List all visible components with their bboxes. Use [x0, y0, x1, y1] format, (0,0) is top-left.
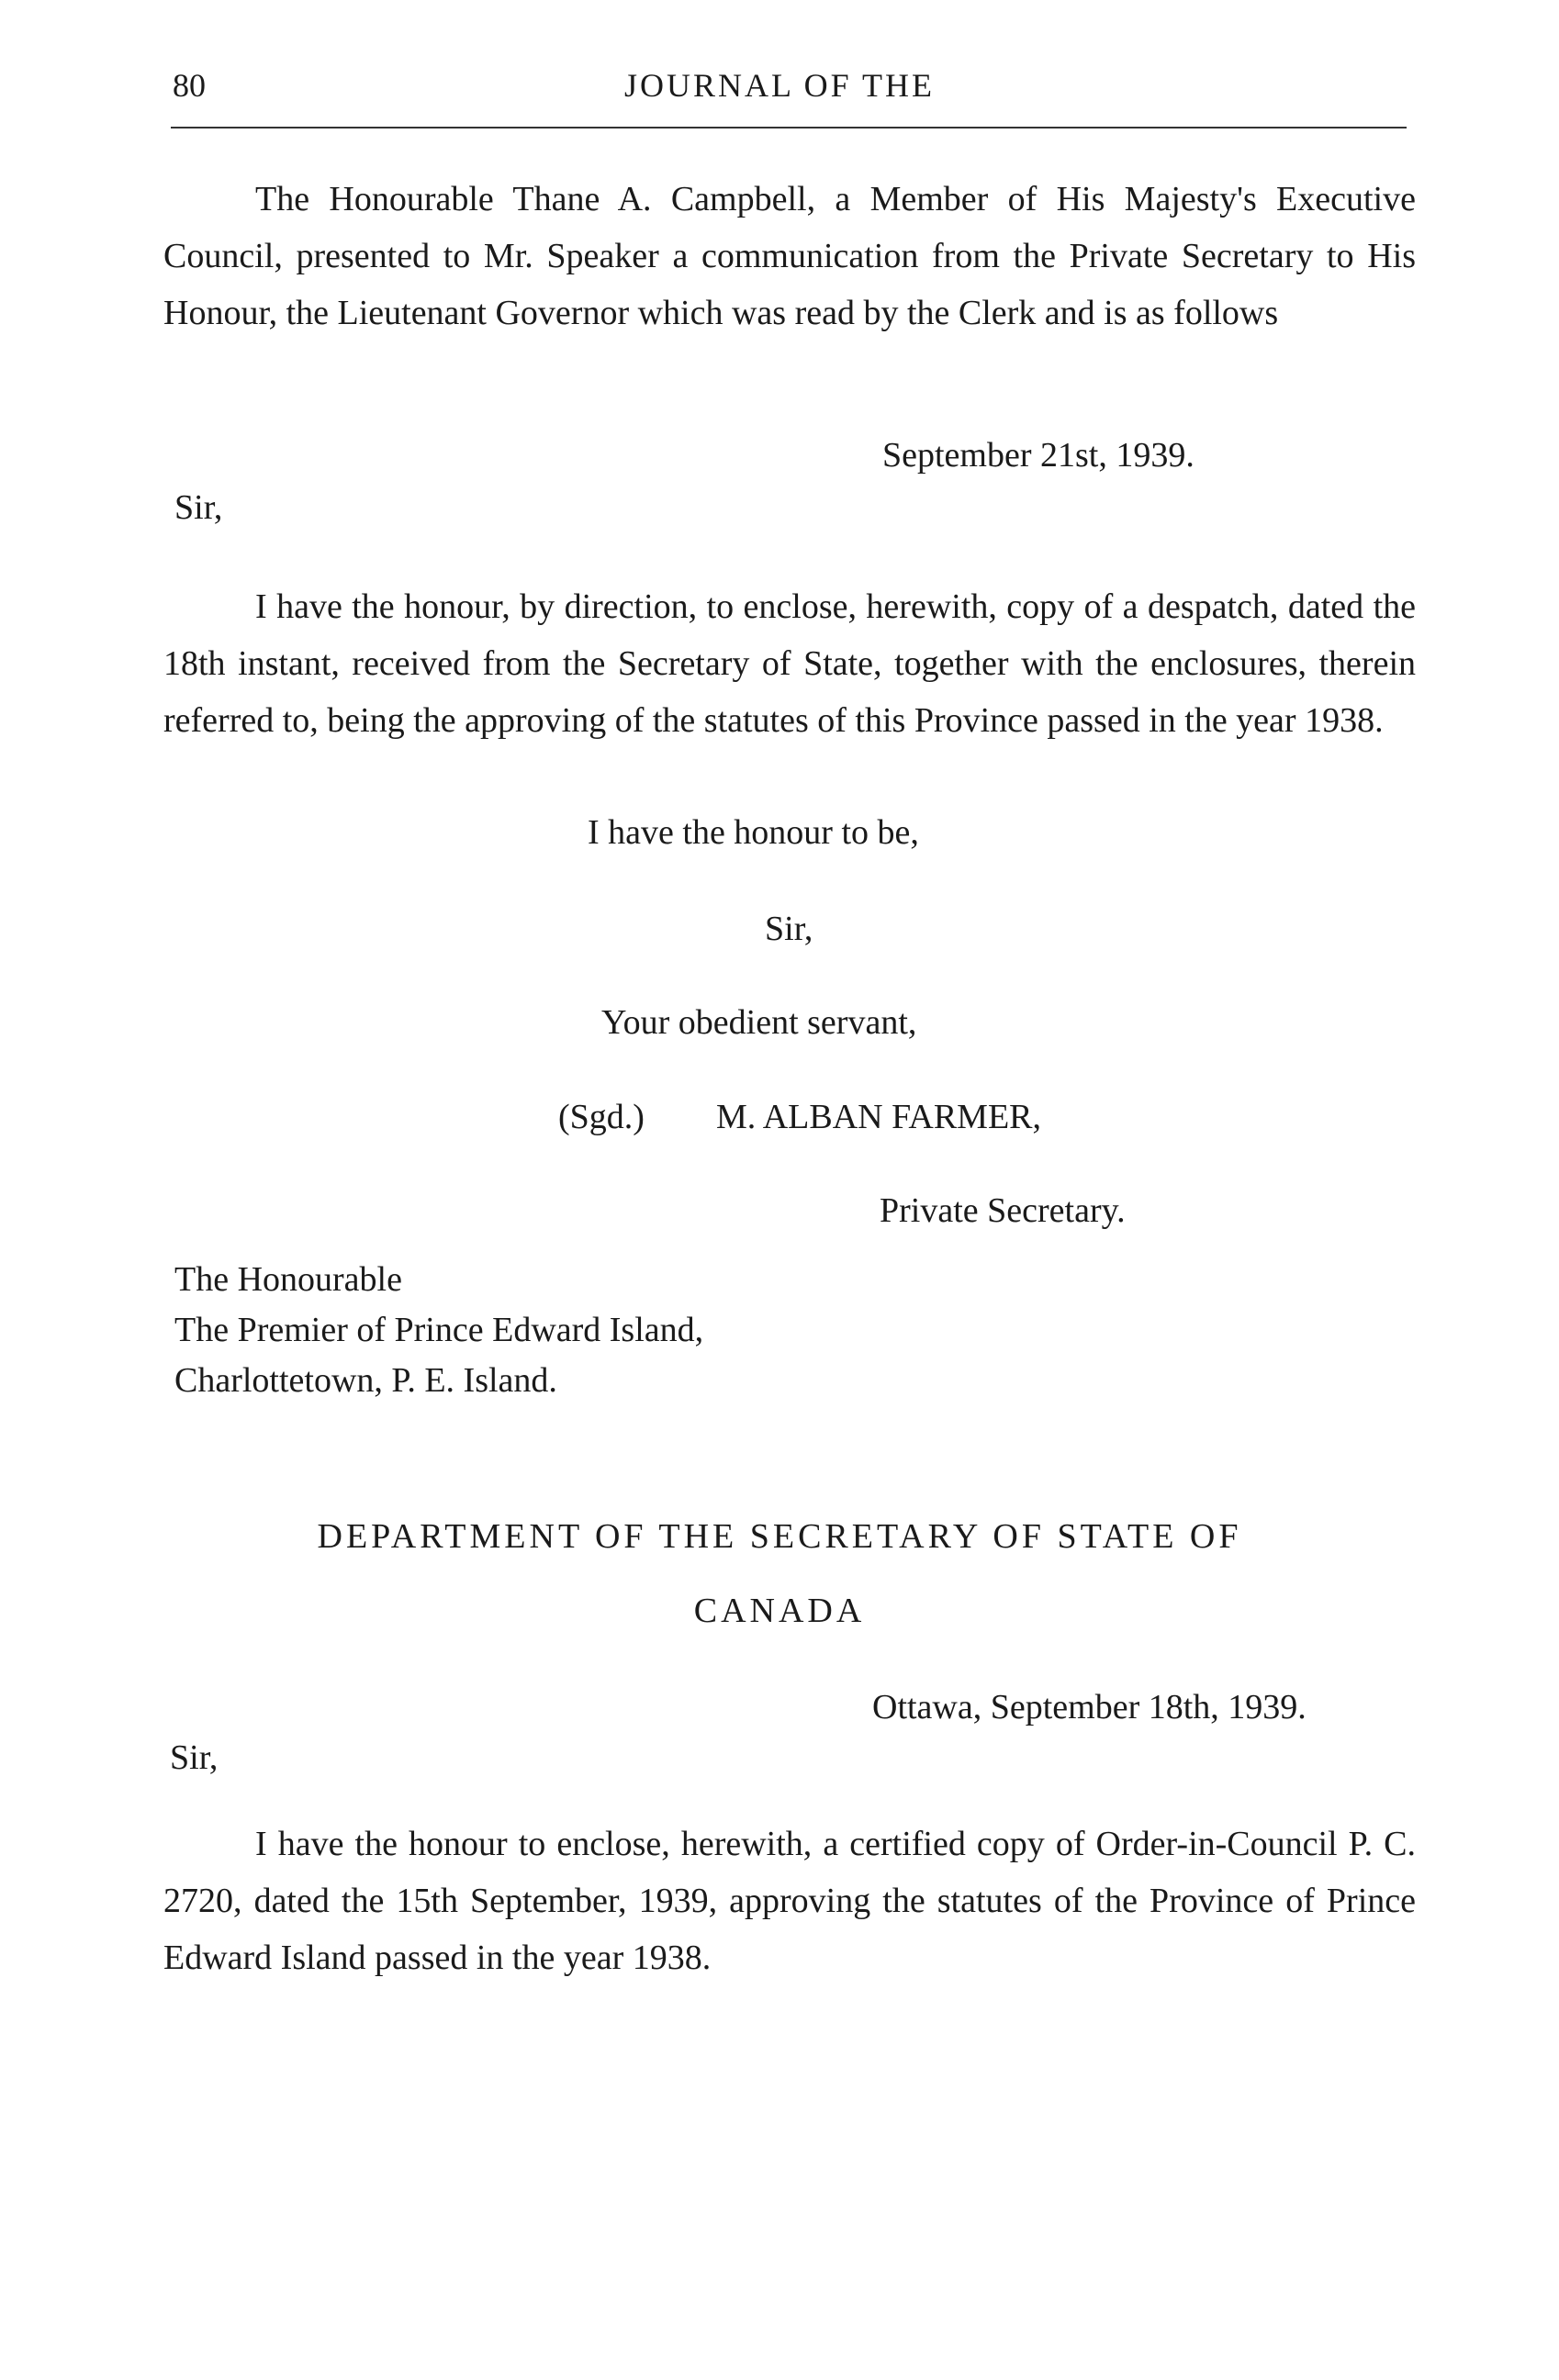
letter1-date: September 21st, 1939. — [882, 436, 1194, 475]
letter1-signed-name: M. ALBAN FARMER, — [716, 1098, 1042, 1136]
page-number: 80 — [173, 67, 206, 104]
department-heading-line2: CANADA — [693, 1592, 866, 1630]
letter1-body: I have the honour, by direction, to enclose, herewith, copy of a despatch, dated the 18th instant, received from the Secretary of State, together with the enclosures, therein referred to, being the approving of the statutes of this Province passed in the year 1938. — [163, 587, 1416, 740]
letter1-signed-prefix: (Sgd.) — [558, 1098, 645, 1136]
letter1-closing-sir: Sir, — [765, 910, 813, 948]
address-line: Charlottetown, P. E. Island. — [174, 1361, 557, 1400]
letter2-date: Ottawa, September 18th, 1939. — [872, 1688, 1307, 1726]
header-rule — [171, 127, 1407, 128]
letter2-body: I have the honour to enclose, herewith, a certified copy of Order-in-Council P. C. 2720, dated the 15th September, 1939, approving the statutes of the Province of Prince Edward Island passed in the year 1938. — [163, 1825, 1416, 1977]
intro-paragraph: The Honourable Thane A. Campbell, a Member of His Majesty's Executive Council, presented to Mr. Speaker a communication from the Private Secretary to His Honour, the Lieutenant Governor which was read by the Clerk and is as follows — [163, 180, 1416, 332]
letter2-salutation: Sir, — [170, 1738, 219, 1777]
letter1-signer-title: Private Secretary. — [880, 1191, 1126, 1230]
address-line: The Honourable — [174, 1260, 402, 1299]
letter1-closing: I have the honour to be, — [588, 813, 919, 852]
department-heading-line1: DEPARTMENT OF THE SECRETARY OF STATE OF — [317, 1517, 1242, 1556]
running-title: JOURNAL OF THE — [623, 67, 935, 104]
letter1-salutation: Sir, — [174, 488, 223, 527]
letter1-obedient: Your obedient servant, — [601, 1003, 917, 1042]
address-line: The Premier of Prince Edward Island, — [174, 1311, 704, 1349]
